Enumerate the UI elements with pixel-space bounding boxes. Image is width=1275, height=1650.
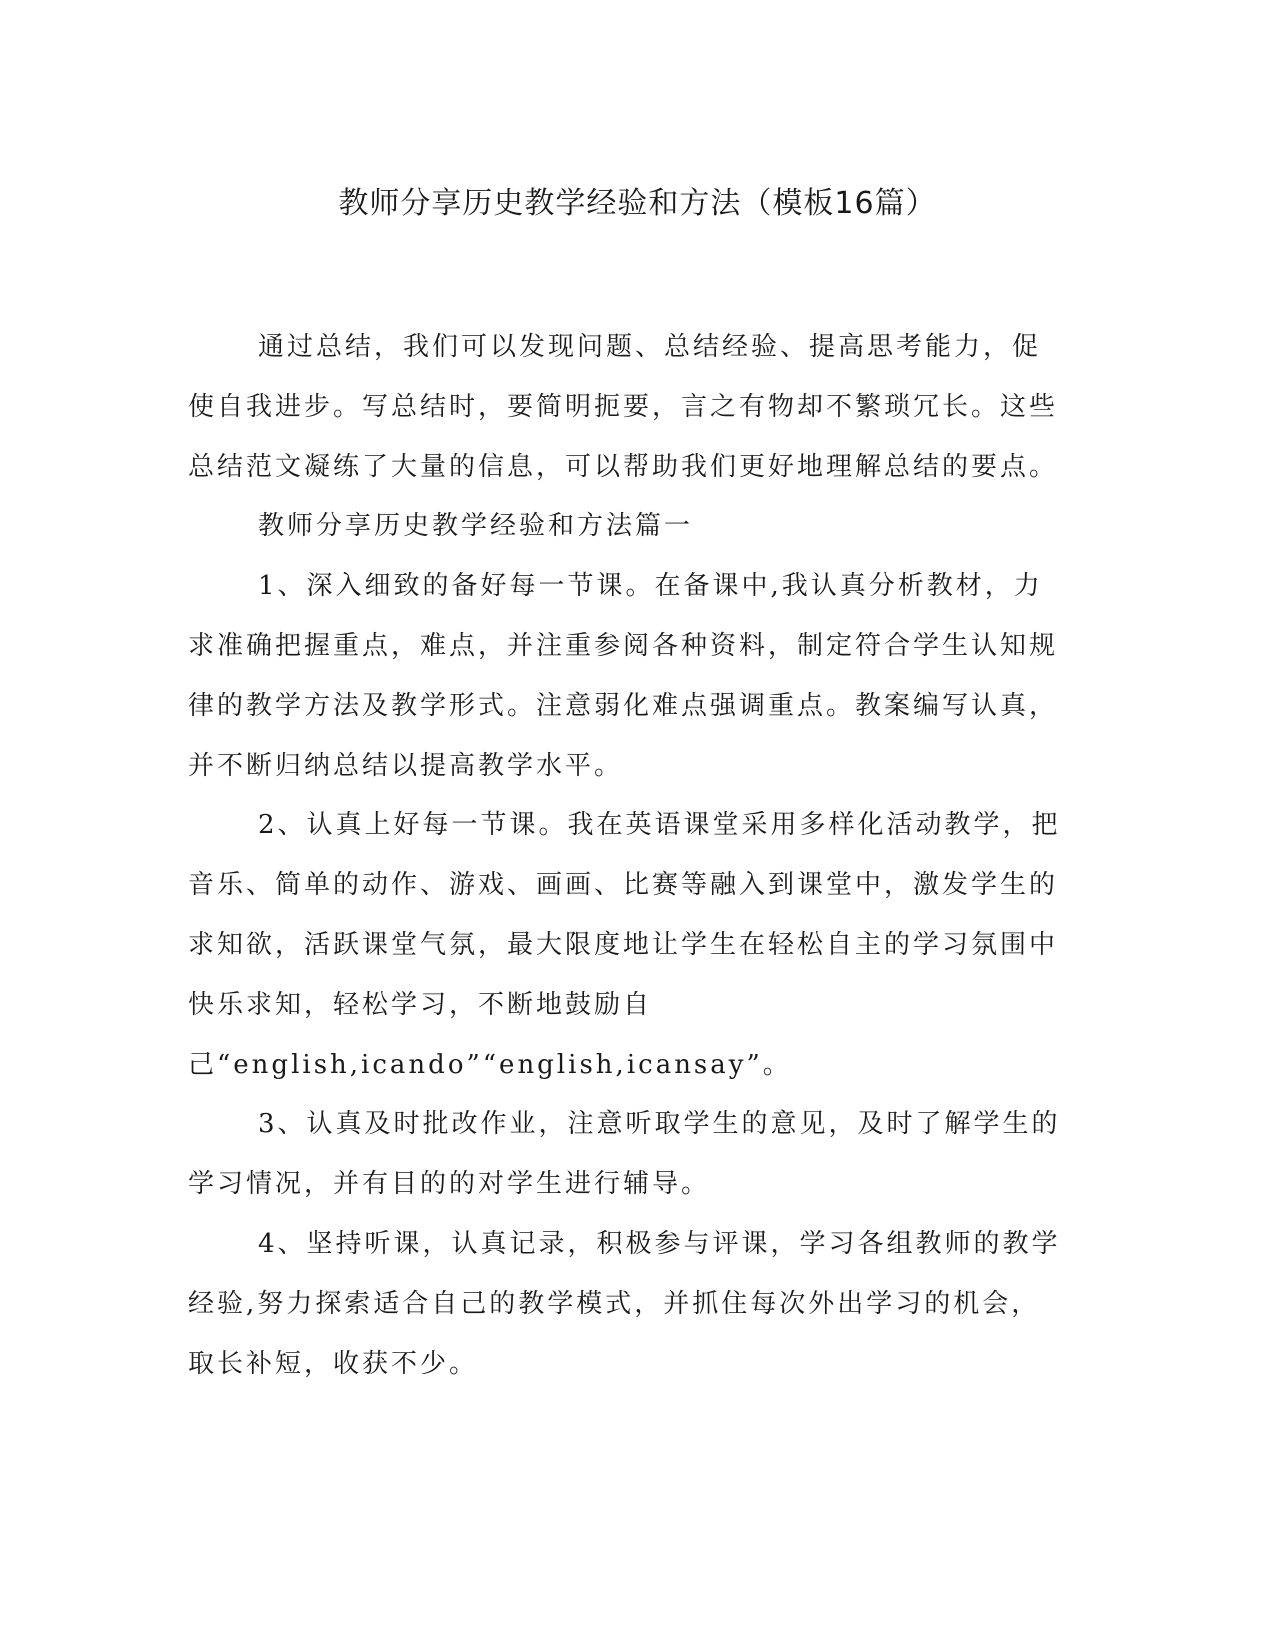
paragraph-item-4: 4、坚持听课，认真记录，积极参与评课，学习各组教师的教学经验,努力探索适合自己的教学模式，并抓住每次外出学习的机会，取长补短，收获不少。 — [188, 1228, 1061, 1379]
intro-paragraph: 通过总结，我们可以发现问题、总结经验、提高思考能力，促使自我进步。写总结时，要简明扼要，言之有物却不繁琐冗长。这些总结范文凝练了大量的信息，可以帮助我们更好地理解总结的要点。 — [188, 332, 1059, 482]
document-body — [188, 318, 1068, 1394]
paragraph-item-2: 2、认真上好每一节课。我在英语课堂采用多样化活动教学，把音乐、简单的动作、游戏、画画、比赛等融入到课堂中，激发学生的求知欲，活跃课堂气氛，最大限度地让学生在轻松自主的学习氛围中快乐求知，轻松学习，不断地鼓励自己“english,icando”“english,icansay”。 — [188, 810, 1061, 1080]
paragraph-item-1: 1、深入细致的备好每一节课。在备课中,我认真分析教材，力求准确把握重点，难点，并注重参阅各种资料，制定符合学生认知规律的教学方法及教学形式。注意弱化难点强调重点。教案编写认真，并不断归纳总结以提高教学水平。 — [188, 571, 1059, 781]
paragraph-item-3: 3、认真及时批改作业，注意听取学生的意见，及时了解学生的学习情况，并有目的的对学生进行辅导。 — [188, 1109, 1061, 1200]
section-heading: 教师分享历史教学经验和方法篇一 — [258, 511, 694, 542]
document-title: 教师分享历史教学经验和方法（模板16篇） — [338, 186, 937, 221]
